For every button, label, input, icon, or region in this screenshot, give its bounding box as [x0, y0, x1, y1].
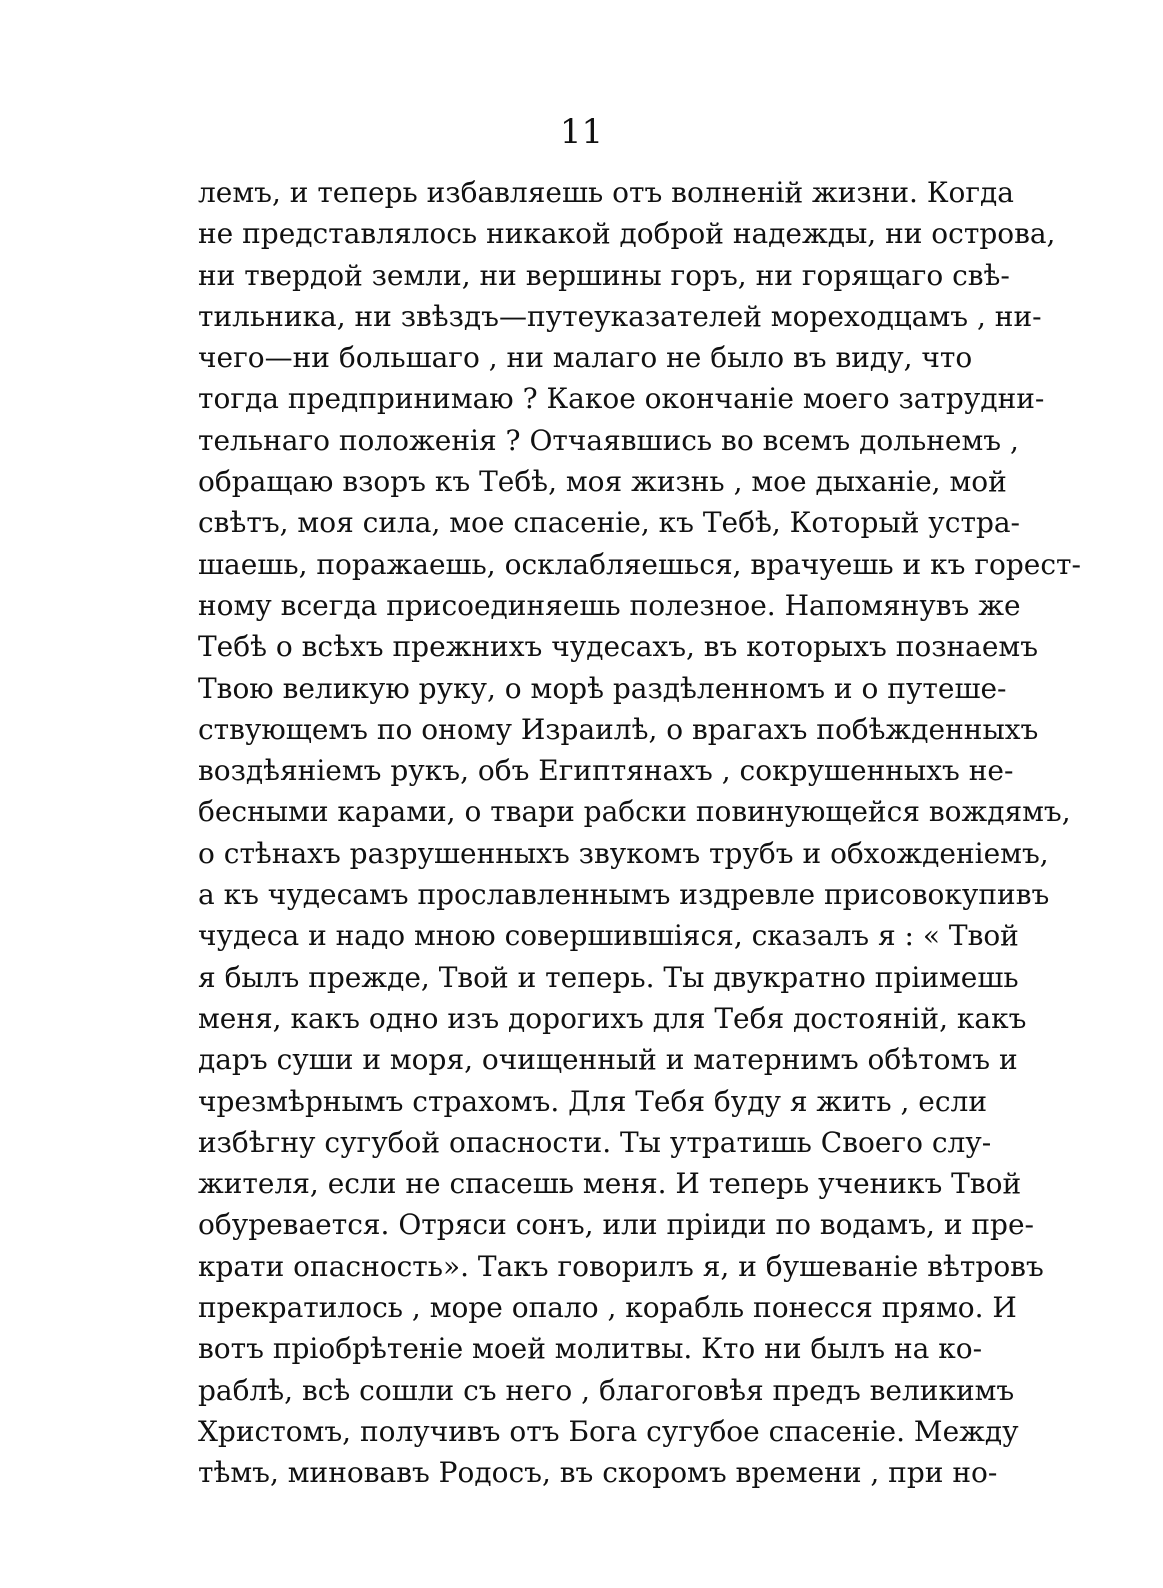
text-line: Христомъ, получивъ отъ Бога сугубое спасеніе. Между	[198, 1414, 1019, 1448]
text-line: шаешь, поражаешь, осклабляешься, врачуешь и къ горест-	[198, 547, 1081, 581]
text-line: даръ суши и моря, очищенный и матернимъ обѣтомъ и	[198, 1043, 1018, 1077]
text-line: тильника, ни звѣздъ—путеуказателей мореходцамъ , ни-	[198, 299, 1042, 333]
text-line: меня, какъ одно изъ дорогихъ для Тебя достояній, какъ	[198, 1001, 1027, 1035]
page-number: 11	[559, 112, 604, 152]
text-line: обуревается. Отряси сонъ, или пріиди по водамъ, и пре-	[198, 1208, 1035, 1242]
text-line: чрезмѣрнымъ страхомъ. Для Тебя буду я жить , если	[198, 1084, 987, 1118]
text-line: лемъ, и теперь избавляешь отъ волненій жизни. Когда	[198, 176, 1014, 209]
text-line: ствующемъ по оному Израилѣ, о врагахъ побѣжденныхъ	[198, 712, 1039, 746]
text-line: воздѣяніемъ рукъ, объ Египтянахъ , сокрушенныхъ не-	[198, 754, 1014, 788]
text-line: обращаю взоръ къ Тебѣ, моя жизнь , мое дыханіе, мой	[198, 465, 1007, 499]
text-line: ному всегда присоединяешь полезное. Напомянувъ же	[198, 588, 1021, 622]
text-line: жителя, если не спасешь меня. И теперь ученикъ Твой	[198, 1167, 1022, 1201]
text-line: крати опасность». Такъ говорилъ я, и бушеваніе вѣтровъ	[198, 1249, 1044, 1283]
text-line: ни твердой земли, ни вершины горъ, ни горящаго свѣ-	[198, 258, 1010, 292]
text-line: раблѣ, всѣ сошли съ него , благоговѣя предъ великимъ	[198, 1373, 1015, 1407]
text-line: не представлялось никакой доброй надежды, ни острова,	[198, 217, 1056, 251]
text-line: тѣмъ, миновавъ Родосъ, въ скоромъ времени , при но-	[198, 1456, 998, 1490]
text-line: я былъ прежде, Твой и теперь. Ты двукратно пріимешь	[198, 960, 1019, 994]
text-line: избѣгну сугубой опасности. Ты утратишь Своего слу-	[198, 1125, 992, 1159]
text-line: бесными карами, о твари рабски повинующейся вождямъ,	[198, 795, 1071, 829]
text-line: вотъ пріобрѣтеніе моей молитвы. Кто ни былъ на ко-	[198, 1332, 983, 1366]
text-line: о стѣнахъ разрушенныхъ звукомъ трубъ и обхожденіемъ,	[198, 836, 1049, 870]
text-line: тельнаго положенія ? Отчаявшись во всемъ дольнемъ ,	[198, 423, 1019, 457]
text-line: а къ чудесамъ прославленнымъ издревле присовокупивъ	[198, 878, 1050, 912]
body-text	[198, 172, 1081, 1494]
text-line: Тебѣ о всѣхъ прежнихъ чудесахъ, въ которыхъ познаемъ	[198, 630, 1039, 664]
text-line: свѣтъ, моя сила, мое спасеніе, къ Тебѣ, Который устра-	[198, 506, 1021, 540]
text-line: чего—ни большаго , ни малаго не было въ виду, что	[198, 341, 973, 375]
text-line: чудеса и надо мною совершившіяся, сказалъ я : « Твой	[198, 919, 1019, 953]
text-line: Твою великую руку, о морѣ раздѣленномъ и о путеше-	[198, 671, 1007, 705]
text-line: прекратилось , море опало , корабль понесся прямо. И	[198, 1291, 1017, 1325]
text-line: тогда предпринимаю ? Какое окончаніе моего затрудни-	[198, 382, 1045, 416]
